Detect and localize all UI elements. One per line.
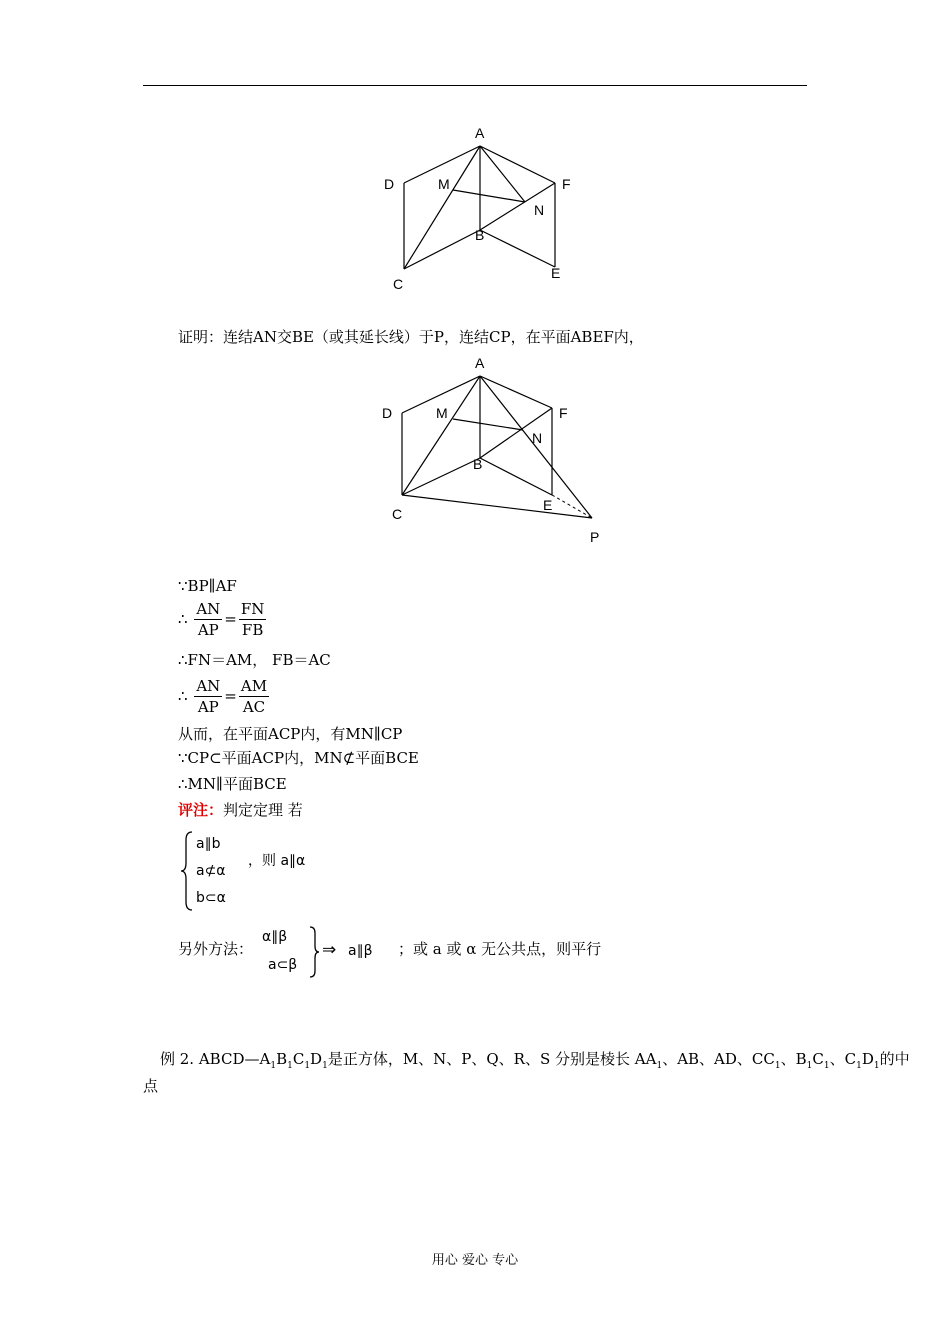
fraction-an-ap bbox=[194, 600, 222, 640]
fraction-denominator: AP bbox=[197, 698, 219, 716]
fraction-denominator: AP bbox=[197, 621, 219, 639]
fraction-fn-fb bbox=[239, 600, 267, 640]
figure-2 bbox=[370, 350, 620, 550]
figure-1 bbox=[370, 120, 590, 300]
alt-line-2: a⊂β bbox=[268, 957, 298, 973]
step-6: ∵CP⊂平面ACP内，MN⊄平面BCE bbox=[178, 749, 419, 767]
example-rest-3: 的中 bbox=[879, 1050, 910, 1068]
implies-arrow: ⇒ bbox=[322, 940, 337, 960]
example-2-line-1: 例 2. $ABCD—A_1B_1C_1D_1$是正方体，M、N、P、Q、R、S 分别是棱长 $AA_1$、AB、AD、$CC_1$、$B_1C_1$、$C_1D_1$的中 bbox=[160, 1050, 910, 1071]
equals-sign: = bbox=[224, 687, 237, 705]
alt-line-1: α∥β bbox=[262, 929, 288, 945]
theorem-line-2: a⊄α bbox=[196, 863, 226, 879]
alt-tail: ；或 a 或 α 无公共点，则平行 bbox=[398, 940, 602, 958]
fig1-label-B: B bbox=[475, 227, 485, 243]
fraction-denominator: AC bbox=[242, 698, 266, 716]
fig2-label-P: P bbox=[590, 529, 600, 545]
step-4 bbox=[178, 677, 271, 717]
comment-label: 评注： bbox=[178, 801, 224, 819]
fig1-label-C: C bbox=[393, 276, 404, 292]
alt-result: a∥β bbox=[348, 943, 373, 959]
example-2-line-2: 点 bbox=[143, 1077, 159, 1095]
fig2-label-C: C bbox=[392, 506, 403, 522]
fig1-label-E: E bbox=[551, 265, 561, 281]
step-3: ∴FN＝AM， FB＝AC bbox=[178, 651, 331, 669]
theorem-left-brace bbox=[180, 830, 196, 912]
fig1-label-D: D bbox=[384, 176, 395, 192]
example-prefix: 例 2. ABCD—A bbox=[160, 1050, 271, 1068]
fraction-numerator: AM bbox=[240, 677, 268, 695]
step-2 bbox=[178, 600, 268, 640]
fraction-numerator: FN bbox=[240, 600, 265, 618]
fig2-label-B: B bbox=[473, 456, 483, 472]
header-rule bbox=[143, 85, 807, 86]
example-rest-2: 、AB、AD、CC bbox=[662, 1050, 775, 1068]
comment-text: 判定定理 若 bbox=[223, 801, 303, 819]
step-1: ∵BP∥AF bbox=[178, 577, 237, 595]
fraction-am-ac bbox=[239, 677, 269, 717]
fig2-label-N: N bbox=[532, 430, 543, 446]
fig2-label-E: E bbox=[543, 497, 553, 513]
fraction-numerator: AN bbox=[196, 677, 221, 695]
step-7: ∴MN∥平面BCE bbox=[178, 775, 287, 793]
fig2-label-F: F bbox=[559, 405, 568, 421]
fig2-label-M: M bbox=[436, 405, 448, 421]
fraction-an-ap bbox=[194, 677, 222, 717]
equals-sign: = bbox=[224, 610, 237, 628]
fig1-label-A: A bbox=[475, 125, 485, 141]
comment-line bbox=[178, 800, 303, 820]
alt-label: 另外方法： bbox=[178, 940, 254, 958]
fraction-denominator: FB bbox=[241, 621, 264, 639]
fraction-numerator: AN bbox=[196, 600, 221, 618]
step-2-prefix: ∴ bbox=[178, 610, 188, 628]
proof-intro: 证明：连结AN交BE（或其延长线）于P，连结CP，在平面ABEF内， bbox=[178, 328, 644, 346]
fig1-label-F: F bbox=[562, 176, 571, 192]
fig1-label-N: N bbox=[534, 202, 545, 218]
fig2-label-D: D bbox=[382, 405, 393, 421]
theorem-line-1: a∥b bbox=[196, 836, 221, 852]
alt-right-brace bbox=[308, 925, 320, 979]
theorem-conclusion: ，则 a∥α bbox=[248, 853, 306, 869]
fig2-label-A: A bbox=[475, 355, 485, 371]
page-footer: 用心 爱心 专心 bbox=[431, 1253, 519, 1268]
example-rest: 是正方体，M、N、P、Q、R、S 分别是棱长 AA bbox=[327, 1050, 657, 1068]
fig1-label-M: M bbox=[438, 176, 450, 192]
step-5: 从而，在平面ACP内，有MN∥CP bbox=[178, 725, 403, 743]
step-4-prefix: ∴ bbox=[178, 687, 188, 705]
theorem-line-3: b⊂α bbox=[196, 890, 226, 906]
